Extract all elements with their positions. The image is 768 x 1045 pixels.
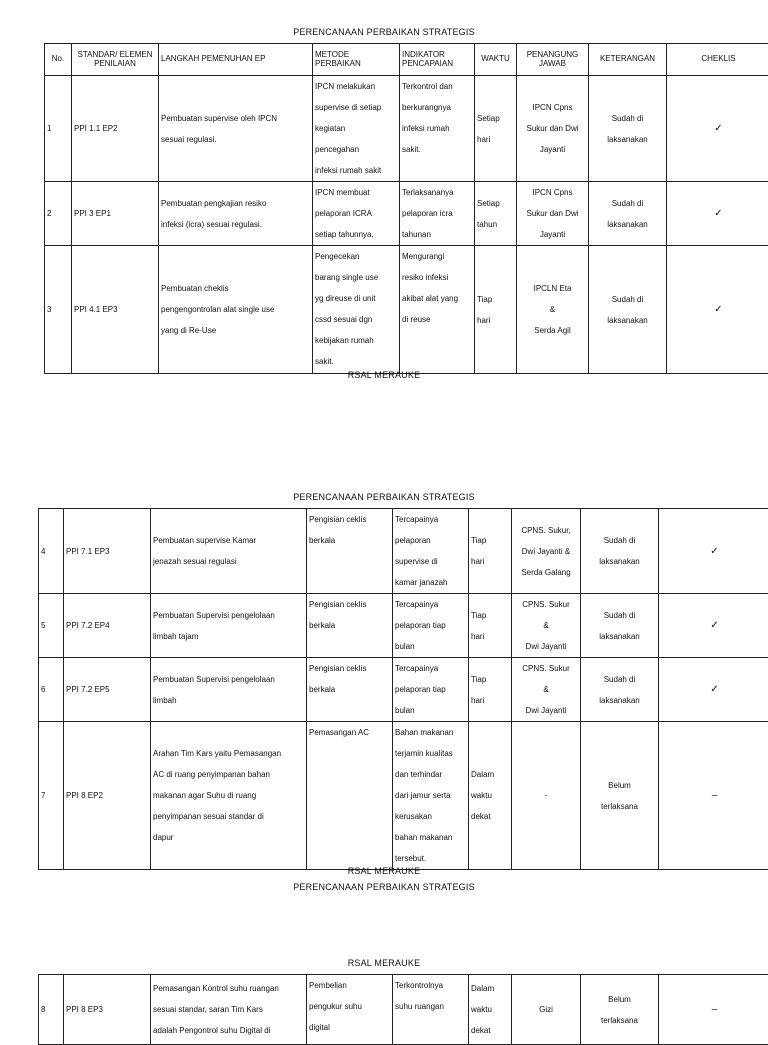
cell-line: IPCN membuat bbox=[315, 182, 397, 203]
cell-line: Tiap bbox=[471, 669, 509, 690]
cell-line: tersebut. bbox=[395, 848, 466, 869]
cell-line: hari bbox=[471, 551, 509, 572]
cell-line: Jayanti bbox=[519, 139, 586, 160]
cell-keterangan bbox=[589, 76, 667, 182]
cell-line: tahun bbox=[477, 214, 514, 235]
cell-line: Dwi Jayanti bbox=[514, 700, 578, 721]
cell-line: laksanakan bbox=[591, 214, 664, 235]
cell-line: kebijakan rumah bbox=[315, 330, 397, 351]
cell-line: Pembuatan Supervisi pengelolaan bbox=[153, 605, 304, 626]
cell-langkah bbox=[151, 594, 307, 658]
header-penanggung-jawab: PENANGUNG JAWAB bbox=[517, 44, 589, 76]
cell-penanggung-jawab bbox=[512, 975, 581, 1045]
cell-line: CPNS. Sukur, bbox=[514, 520, 578, 541]
cell-line: kerusakan bbox=[395, 806, 466, 827]
cell-keterangan bbox=[581, 509, 659, 594]
cell-line: jenazah sesuai regulasi bbox=[153, 551, 304, 572]
cell-indikator bbox=[393, 509, 469, 594]
cell-line: Bahan makanan bbox=[395, 722, 466, 743]
cell-ceklis: ✓ bbox=[659, 658, 768, 722]
cell-line: pengukur suhu bbox=[309, 996, 390, 1017]
cell-line: waktu bbox=[471, 999, 509, 1020]
header-ceklis: CHEKLIS bbox=[667, 44, 768, 76]
cell-line: berkurangnya bbox=[402, 97, 472, 118]
cell-line: Serda Galang bbox=[514, 562, 578, 583]
cell-waktu bbox=[469, 509, 512, 594]
cell-line: Pembuatan supervise oleh IPCN bbox=[161, 108, 310, 129]
page-title: PERENCANAAN PERBAIKAN STRATEGIS bbox=[0, 27, 768, 38]
strategy-table-3 bbox=[38, 974, 768, 1045]
cell-indikator bbox=[393, 594, 469, 658]
cell-no: 1 bbox=[45, 76, 72, 182]
cell-metode bbox=[313, 76, 400, 182]
cell-metode bbox=[307, 975, 393, 1045]
cell-line: Pembuatan Supervisi pengelolaan bbox=[153, 669, 304, 690]
cell-no: 6 bbox=[39, 658, 64, 722]
page-title: PERENCANAAN PERBAIKAN STRATEGIS bbox=[0, 492, 768, 503]
cell-line: IPCN Cpns bbox=[519, 182, 586, 203]
cell-line: IPCLN Eta bbox=[519, 278, 586, 299]
cell-line: Sudah di bbox=[591, 108, 664, 129]
cell-line: limbah tajam bbox=[153, 626, 304, 647]
cell-keterangan bbox=[581, 975, 659, 1045]
cell-line: berkala bbox=[309, 679, 390, 700]
cell-line: sakit. bbox=[402, 139, 472, 160]
cell-line: Tercapainya bbox=[395, 509, 466, 530]
cell-line: pelaporan icra bbox=[402, 203, 472, 224]
cell-line: supervise di bbox=[395, 551, 466, 572]
table-row bbox=[39, 722, 768, 870]
cell-standar: PPI 8 EP2 bbox=[64, 722, 151, 870]
table-row bbox=[45, 182, 768, 246]
cell-line: Belum bbox=[583, 775, 656, 796]
cell-penanggung-jawab bbox=[517, 246, 589, 374]
cell-line: di reuse bbox=[402, 309, 472, 330]
cell-line: cssd sesuai dgn bbox=[315, 309, 397, 330]
cell-line: CPNS. Sukur bbox=[514, 594, 578, 615]
cell-line: Sukur dan Dwi bbox=[519, 118, 586, 139]
cell-penanggung-jawab bbox=[512, 509, 581, 594]
cell-line: infeksi rumah sakit bbox=[315, 160, 397, 181]
cell-indikator bbox=[393, 658, 469, 722]
cell-standar: PPI 7.2 EP5 bbox=[64, 658, 151, 722]
cell-line: berkala bbox=[309, 530, 390, 551]
cell-ceklis: ✓ bbox=[667, 76, 768, 182]
cell-metode bbox=[307, 509, 393, 594]
cell-line: IPCN melakukan bbox=[315, 76, 397, 97]
cell-line: Serda Agil bbox=[519, 320, 586, 341]
cell-line: Terkontrolnya bbox=[395, 975, 466, 996]
cell-waktu bbox=[469, 722, 512, 870]
cell-line: Sudah di bbox=[583, 530, 656, 551]
cell-line: berkala bbox=[309, 615, 390, 636]
cell-langkah bbox=[151, 975, 307, 1045]
cell-line: Pengisian ceklis bbox=[309, 509, 390, 530]
page-footer: RSAL MERAUKE bbox=[0, 958, 768, 969]
cell-line: Pengisian ceklis bbox=[309, 658, 390, 679]
cell-waktu bbox=[475, 76, 517, 182]
cell-penanggung-jawab bbox=[517, 182, 589, 246]
cell-line: Dalam bbox=[471, 978, 509, 999]
cell-waktu bbox=[475, 246, 517, 374]
cell-line: pelaporan tiap bbox=[395, 679, 466, 700]
cell-line: bulan bbox=[395, 636, 466, 657]
cell-line: digital bbox=[309, 1017, 390, 1038]
cell-line: & bbox=[514, 615, 578, 636]
table-row bbox=[39, 658, 768, 722]
cell-line: Pemasangan Kontrol suhu ruangan bbox=[153, 978, 304, 999]
cell-line: Tiap bbox=[477, 289, 514, 310]
cell-ceklis: – bbox=[659, 975, 768, 1045]
cell-langkah bbox=[159, 76, 313, 182]
cell-line: IPCN Cpns bbox=[519, 97, 586, 118]
cell-line: yg direuse di unit bbox=[315, 288, 397, 309]
cell-line: Pembuatan supervise Kamar bbox=[153, 530, 304, 551]
cell-line: infeksi (icra) sesuai regulasi. bbox=[161, 214, 310, 235]
cell-line: dari jamur serta bbox=[395, 785, 466, 806]
cell-line: dapur bbox=[153, 827, 304, 848]
cell-line: adalah Pengontrol suhu Digital di bbox=[153, 1020, 304, 1041]
cell-line: laksanakan bbox=[583, 626, 656, 647]
table-header-row bbox=[45, 44, 768, 76]
cell-line: makanan agar Suhu di ruang bbox=[153, 785, 304, 806]
cell-line: sakit. bbox=[315, 351, 397, 372]
cell-line: pelaporan ICRA bbox=[315, 203, 397, 224]
cell-langkah bbox=[151, 722, 307, 870]
cell-line: Pembuatan cheklis bbox=[161, 278, 310, 299]
cell-line: Setiap bbox=[477, 108, 514, 129]
cell-penanggung-jawab bbox=[512, 722, 581, 870]
cell-line: laksanakan bbox=[583, 551, 656, 572]
table-row bbox=[39, 509, 768, 594]
strategy-table-2 bbox=[38, 508, 768, 870]
cell-keterangan bbox=[581, 594, 659, 658]
cell-line: Belum bbox=[583, 989, 656, 1010]
cell-line: Setiap bbox=[477, 193, 514, 214]
cell-line: Pembuatan pengkajian resiko bbox=[161, 193, 310, 214]
cell-standar: PPI 1.1 EP2 bbox=[72, 76, 159, 182]
cell-no: 3 bbox=[45, 246, 72, 374]
cell-line: terlaksana bbox=[583, 1010, 656, 1031]
cell-ceklis: – bbox=[659, 722, 768, 870]
table-row bbox=[45, 76, 768, 182]
cell-line: Dwi Jayanti bbox=[514, 636, 578, 657]
cell-indikator bbox=[393, 722, 469, 870]
cell-line: Tiap bbox=[471, 605, 509, 626]
cell-line: suhu ruangan bbox=[395, 996, 466, 1017]
header-no: No. bbox=[45, 44, 72, 76]
cell-line: resiko infeksi bbox=[402, 267, 472, 288]
cell-line: penyimpanan sesuai standar di bbox=[153, 806, 304, 827]
cell-line: Arahan Tim Kars yaitu Pemasangan bbox=[153, 743, 304, 764]
cell-line: hari bbox=[477, 129, 514, 150]
cell-line: CPNS. Sukur bbox=[514, 658, 578, 679]
cell-line: barang single use bbox=[315, 267, 397, 288]
cell-line: pengengontrolan alat single use bbox=[161, 299, 310, 320]
cell-standar: PPI 4.1 EP3 bbox=[72, 246, 159, 374]
header-keterangan: KETERANGAN bbox=[589, 44, 667, 76]
cell-line: Sudah di bbox=[583, 605, 656, 626]
cell-ceklis: ✓ bbox=[659, 509, 768, 594]
cell-line: Terkontrol dan bbox=[402, 76, 472, 97]
cell-line: Tercapainya bbox=[395, 658, 466, 679]
cell-line: dekat bbox=[471, 806, 509, 827]
page-footer: RSAL MERAUKE bbox=[0, 370, 768, 381]
cell-line: dekat bbox=[471, 1020, 509, 1041]
cell-line: AC di ruang penyimpanan bahan bbox=[153, 764, 304, 785]
cell-line: limbah bbox=[153, 690, 304, 711]
cell-ceklis: ✓ bbox=[659, 594, 768, 658]
cell-waktu bbox=[469, 658, 512, 722]
cell-keterangan bbox=[581, 658, 659, 722]
cell-keterangan bbox=[589, 182, 667, 246]
cell-line: Sudah di bbox=[591, 289, 664, 310]
cell-line: Pembelian bbox=[309, 975, 390, 996]
cell-line: laksanakan bbox=[591, 129, 664, 150]
cell-penanggung-jawab bbox=[517, 76, 589, 182]
cell-ceklis: ✓ bbox=[667, 246, 768, 374]
cell-line: Terlaksananya bbox=[402, 182, 472, 203]
cell-line: Sukur dan Dwi bbox=[519, 203, 586, 224]
cell-standar: PPI 7.2 EP4 bbox=[64, 594, 151, 658]
cell-no: 2 bbox=[45, 182, 72, 246]
cell-waktu bbox=[469, 975, 512, 1045]
cell-keterangan bbox=[581, 722, 659, 870]
header-metode: METODE PERBAIKAN bbox=[313, 44, 400, 76]
cell-waktu bbox=[469, 594, 512, 658]
cell-metode bbox=[307, 594, 393, 658]
cell-indikator bbox=[400, 76, 475, 182]
cell-indikator bbox=[400, 246, 475, 374]
cell-keterangan bbox=[589, 246, 667, 374]
cell-line: - bbox=[514, 785, 578, 806]
cell-metode bbox=[313, 182, 400, 246]
cell-no: 7 bbox=[39, 722, 64, 870]
cell-line: Jayanti bbox=[519, 224, 586, 245]
cell-line: Dwi Jayanti & bbox=[514, 541, 578, 562]
cell-line: Gizi bbox=[514, 999, 578, 1020]
cell-penanggung-jawab bbox=[512, 658, 581, 722]
cell-ceklis: ✓ bbox=[667, 182, 768, 246]
table-row bbox=[45, 246, 768, 374]
page-footer: RSAL MERAUKE bbox=[0, 866, 768, 877]
cell-line: Pemasangan AC bbox=[309, 722, 390, 743]
cell-line: pelaporan bbox=[395, 530, 466, 551]
cell-standar: PPI 7.1 EP3 bbox=[64, 509, 151, 594]
cell-no: 8 bbox=[39, 975, 64, 1045]
table-row bbox=[39, 975, 768, 1045]
cell-line: terlaksana bbox=[583, 796, 656, 817]
cell-langkah bbox=[151, 509, 307, 594]
cell-line: bulan bbox=[395, 700, 466, 721]
cell-langkah bbox=[151, 658, 307, 722]
cell-standar: PPI 8 EP3 bbox=[64, 975, 151, 1045]
cell-line: sesuai regulasi. bbox=[161, 129, 310, 150]
cell-line: hari bbox=[471, 626, 509, 647]
cell-line: dan terhindar bbox=[395, 764, 466, 785]
cell-line: Sudah di bbox=[591, 193, 664, 214]
cell-line: Tiap bbox=[471, 530, 509, 551]
cell-line: kegiatan bbox=[315, 118, 397, 139]
cell-indikator bbox=[393, 975, 469, 1045]
cell-penanggung-jawab bbox=[512, 594, 581, 658]
header-waktu: WAKTU bbox=[475, 44, 517, 76]
cell-langkah bbox=[159, 182, 313, 246]
cell-line: & bbox=[519, 299, 586, 320]
cell-line: setiap tahunnya. bbox=[315, 224, 397, 245]
cell-line: waktu bbox=[471, 785, 509, 806]
cell-line: hari bbox=[477, 310, 514, 331]
table-row bbox=[39, 594, 768, 658]
cell-metode bbox=[313, 246, 400, 374]
header-indikator: INDIKATOR PENCAPAIAN bbox=[400, 44, 475, 76]
cell-line: pelaporan tiap bbox=[395, 615, 466, 636]
header-standar: STANDAR/ ELEMEN PENILAIAN bbox=[72, 44, 159, 76]
page-title: PERENCANAAN PERBAIKAN STRATEGIS bbox=[0, 882, 768, 893]
cell-line: infeksi rumah bbox=[402, 118, 472, 139]
cell-line: bahan makanan bbox=[395, 827, 466, 848]
cell-line: tahunan bbox=[402, 224, 472, 245]
cell-line: supervise di setiap bbox=[315, 97, 397, 118]
cell-line: hari bbox=[471, 690, 509, 711]
cell-no: 5 bbox=[39, 594, 64, 658]
cell-line: Pengisian ceklis bbox=[309, 594, 390, 615]
cell-waktu bbox=[475, 182, 517, 246]
cell-line: yang di Re-Use bbox=[161, 320, 310, 341]
cell-langkah bbox=[159, 246, 313, 374]
cell-line: pencegahan bbox=[315, 139, 397, 160]
cell-standar: PPI 3 EP1 bbox=[72, 182, 159, 246]
cell-line: Mengurangi bbox=[402, 246, 472, 267]
cell-metode bbox=[307, 722, 393, 870]
cell-line: Sudah di bbox=[583, 669, 656, 690]
cell-line: Dalam bbox=[471, 764, 509, 785]
cell-line: akibat alat yang bbox=[402, 288, 472, 309]
cell-line: & bbox=[514, 679, 578, 700]
header-langkah: LANGKAH PEMENUHAN EP bbox=[159, 44, 313, 76]
cell-line: terjamin kualitas bbox=[395, 743, 466, 764]
cell-line: sesuai standar, saran Tim Kars bbox=[153, 999, 304, 1020]
cell-indikator bbox=[400, 182, 475, 246]
cell-line: laksanakan bbox=[591, 310, 664, 331]
cell-line: Tercapainya bbox=[395, 594, 466, 615]
cell-metode bbox=[307, 658, 393, 722]
cell-line: Pengecekan bbox=[315, 246, 397, 267]
strategy-table-1 bbox=[44, 43, 768, 374]
cell-no: 4 bbox=[39, 509, 64, 594]
cell-line: kamar janazah bbox=[395, 572, 466, 593]
cell-line: laksanakan bbox=[583, 690, 656, 711]
